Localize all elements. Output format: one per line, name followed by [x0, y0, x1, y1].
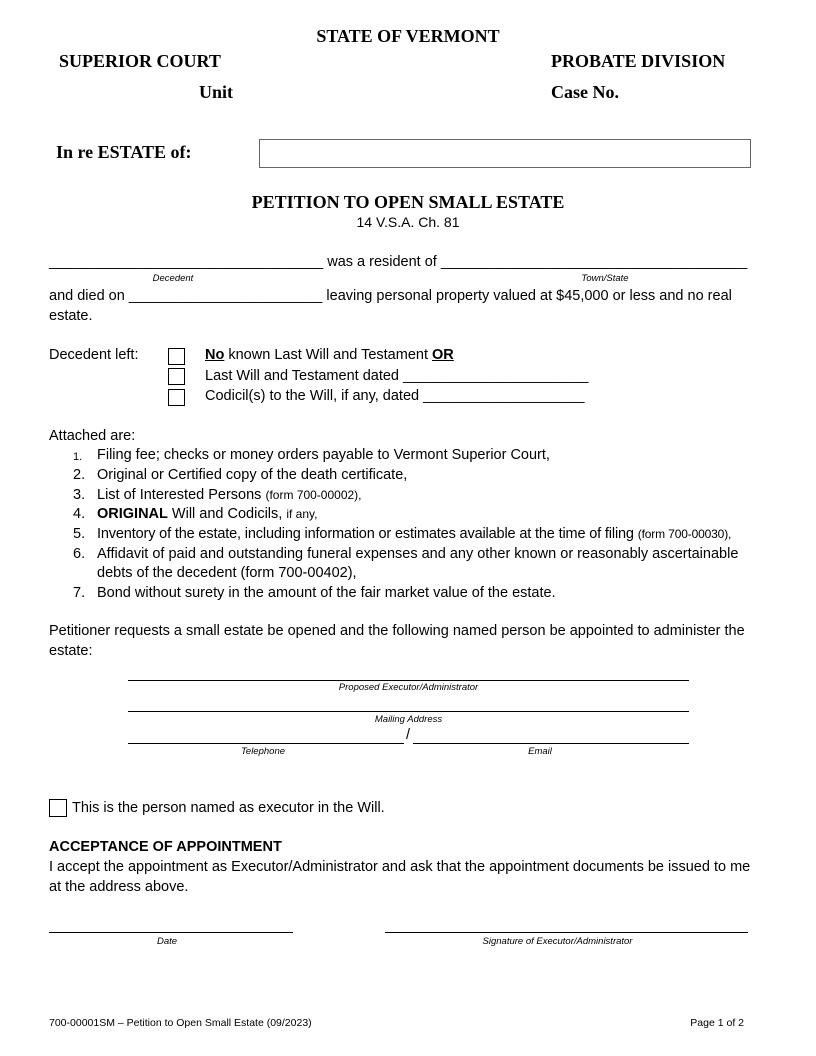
- attached-heading: Attached are:: [49, 428, 136, 444]
- no-will-option: [205, 347, 454, 363]
- statute-reference: 14 V.S.A. Ch. 81: [356, 214, 460, 230]
- attached-item-interested-persons: [97, 487, 362, 503]
- item-number: 2.: [73, 467, 86, 483]
- decedent-name-blank[interactable]: __________________________________: [49, 254, 324, 270]
- known-will-text: known Last Will and Testament: [224, 347, 433, 363]
- unit-label: Unit: [199, 82, 234, 102]
- attached-item-filing-fee: Filing fee; checks or money orders payable to Vermont Superior Court,: [97, 447, 550, 463]
- codicil-checkbox[interactable]: [168, 389, 185, 406]
- estate-word: estate.: [49, 308, 93, 324]
- date-of-death-blank[interactable]: ________________________: [128, 288, 323, 304]
- codicil-option: Codicil(s) to the Will, if any, dated ____________________: [205, 388, 585, 404]
- mailing-address-line[interactable]: [128, 711, 689, 712]
- caption-town-state: Town/State: [581, 273, 629, 284]
- if-any-text: if any,: [286, 507, 318, 521]
- page-number: Page 1 of 2: [690, 1017, 744, 1029]
- telephone-line[interactable]: [128, 743, 404, 744]
- attached-item-affidavit: Affidavit of paid and outstanding funeral expenses and any other known or reasonably ascertainable: [97, 546, 739, 562]
- caption-executor: Proposed Executor/Administrator: [338, 682, 479, 693]
- caption-mailing-address: Mailing Address: [374, 714, 443, 725]
- item-text: List of Interested Persons: [97, 487, 266, 503]
- attached-item-affidavit-cont: debts of the decedent (form 700-00402),: [97, 565, 357, 581]
- caption-signature: Signature of Executor/Administrator: [482, 936, 633, 947]
- form-reference: (form 700-00030),: [637, 527, 732, 541]
- form-number-footer: 700-00001SM – Petition to Open Small Estate (09/2023): [49, 1017, 312, 1029]
- acceptance-heading: ACCEPTANCE OF APPOINTMENT: [49, 839, 282, 855]
- acceptance-text-cont: at the address above.: [49, 879, 189, 895]
- attached-item-death-certificate: Original or Certified copy of the death certificate,: [97, 467, 408, 483]
- or-text: OR: [432, 347, 454, 363]
- item-number: 4.: [73, 506, 86, 522]
- named-executor-text: This is the person named as executor in the Will.: [72, 800, 385, 816]
- form-reference: (form 700-00002),: [265, 488, 362, 502]
- caption-decedent: Decedent: [152, 273, 194, 284]
- acceptance-text: I accept the appointment as Executor/Administrator and ask that the appointment documents be issued to me: [49, 859, 751, 875]
- will-dated-checkbox[interactable]: [168, 368, 185, 385]
- attached-item-original-will: [97, 506, 317, 522]
- item-text: Inventory of the estate, including information or estimates available at the time of filing: [97, 526, 638, 542]
- named-executor-checkbox[interactable]: [49, 799, 67, 817]
- form-title: PETITION TO OPEN SMALL ESTATE: [251, 192, 565, 212]
- state-heading: STATE OF VERMONT: [316, 26, 500, 46]
- signature-line[interactable]: [385, 932, 748, 933]
- case-number-label: Case No.: [551, 82, 619, 102]
- item-text: Will and Codicils,: [167, 506, 287, 522]
- resident-line: [49, 254, 747, 270]
- item-number: 5.: [73, 526, 86, 542]
- property-text: leaving personal property valued at $45,000 or less and no real: [322, 288, 732, 304]
- attached-item-inventory: [97, 526, 731, 542]
- estate-name-field[interactable]: [259, 139, 751, 168]
- no-will-checkbox[interactable]: [168, 348, 185, 365]
- executor-name-line[interactable]: [128, 680, 689, 681]
- original-text: ORIGINAL: [97, 506, 168, 522]
- item-number: 3.: [73, 487, 86, 503]
- caption-date: Date: [156, 936, 178, 947]
- no-text: No: [205, 347, 225, 363]
- item-number: 6.: [73, 546, 86, 562]
- town-state-blank[interactable]: ______________________________________: [440, 254, 748, 270]
- estate-label: In re ESTATE of:: [56, 142, 192, 162]
- item-number: 7.: [73, 585, 86, 601]
- attached-item-bond: Bond without surety in the amount of the fair market value of the estate.: [97, 585, 556, 601]
- died-on-line: [49, 288, 732, 304]
- petition-text-cont: estate:: [49, 643, 93, 659]
- decedent-left-label: Decedent left:: [49, 347, 139, 363]
- division-label: PROBATE DIVISION: [551, 51, 726, 71]
- died-on-text: and died on: [49, 288, 129, 304]
- resident-text: was a resident of: [323, 254, 441, 270]
- caption-telephone: Telephone: [240, 746, 286, 757]
- phone-email-separator: /: [406, 727, 411, 743]
- date-line[interactable]: [49, 932, 293, 933]
- caption-email: Email: [528, 746, 552, 757]
- court-label: SUPERIOR COURT: [59, 51, 221, 71]
- will-dated-option: Last Will and Testament dated _______________________: [205, 368, 589, 384]
- email-line[interactable]: [413, 743, 689, 744]
- item-number: 1.: [73, 451, 83, 463]
- petition-text: Petitioner requests a small estate be opened and the following named person be appointed to administer the: [49, 623, 745, 639]
